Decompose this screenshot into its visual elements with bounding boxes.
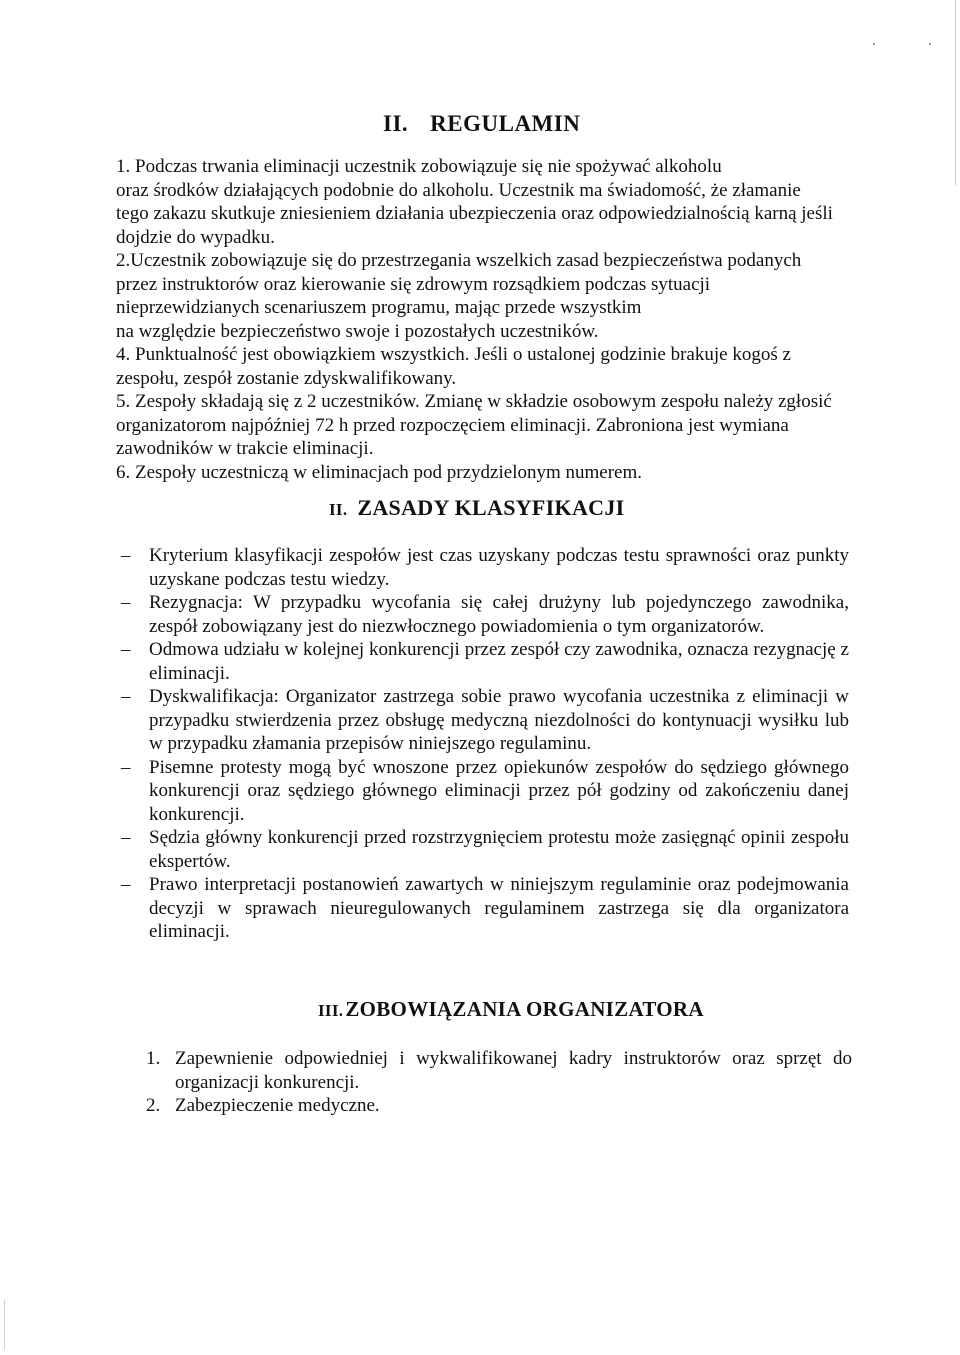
section-title: REGULAMIN (430, 111, 581, 136)
list-item (114, 873, 849, 944)
list-item (114, 826, 849, 873)
section-number: II. (329, 500, 348, 519)
dash-bullet: – (121, 756, 131, 778)
text-line: 1. Podczas trwania eliminacji uczestnik zobowiązuje się nie spożywać alkoholu (116, 156, 722, 177)
scan-speck (929, 43, 931, 45)
list-item-text: Odmowa udziału w kolejnej konkurencji przez zespół czy zawodnika, oznacza rezygnację z eliminacji. (149, 639, 849, 684)
dash-bullet: – (121, 827, 131, 848)
list-item (140, 1047, 852, 1094)
list-item (114, 756, 849, 827)
text-line: tego zakazu skutkuje zniesieniem działania ubezpieczenia oraz odpowiedzialnością karną jeśli (116, 203, 833, 224)
text-line: 6. Zespoły uczestniczą w eliminacjach pod przydzielonym numerem. (116, 461, 643, 483)
list-item (114, 685, 849, 756)
section-title: ZOBOWIĄZANIA ORGANIZATORA (345, 997, 704, 1021)
text-line: przez instruktorów oraz kierowanie się zdrowym rozsądkiem podczas sytuacji (116, 273, 711, 295)
text-line: nieprzewidzianych scenariuszem programu, mając przede wszystkim (116, 297, 642, 318)
zobowiazania-list (140, 1047, 852, 1118)
list-number: 1. (146, 1048, 161, 1069)
list-item-text: Pisemne protesty mogą być wnoszone przez opiekunów zespołów do sędziego głównego konkurencji oraz sędziego głównego eliminacji przez pół godziny od zakończeniu danej konkurencji. (149, 756, 849, 825)
text-line: zespołu, zespół zostanie zdyskwalifikowany. (116, 367, 457, 389)
section-heading-zobowiazania (318, 998, 704, 1023)
dash-bullet: – (121, 592, 131, 613)
list-item-text: Rezygnacja: W przypadku wycofania się całej drużyny lub pojedynczego zawodnika, zespół zobowiązany jest do niezwłocznego powiadomienia o tym organizatorów. (149, 592, 849, 637)
list-item (140, 1094, 852, 1118)
dash-bullet: – (121, 874, 131, 895)
text-line: dojdzie do wypadku. (116, 226, 275, 248)
regulamin-body (116, 155, 851, 484)
dash-bullet: – (121, 639, 131, 660)
text-line: 5. Zespoły składają się z 2 uczestników. Zmianę w składzie osobowym zespołu należy zgłosić (116, 391, 832, 412)
scan-speck (873, 43, 875, 45)
dash-bullet: – (121, 545, 131, 566)
scan-edge-line (955, 0, 956, 185)
text-line: zawodników w trakcie eliminacji. (116, 438, 374, 459)
text-line: 4. Punktualność jest obowiązkiem wszystkich. Jeśli o ustalonej godzinie brakuje kogoś z (116, 344, 791, 365)
section-heading-zasady (329, 496, 624, 522)
dash-bullet: – (121, 686, 131, 707)
list-item (114, 638, 849, 685)
list-item (114, 544, 849, 591)
text-line: organizatorom najpóźniej 72 h przed rozpoczęciem eliminacji. Zabroniona jest wymiana (116, 414, 789, 436)
list-item-text: Prawo interpretacji postanowień zawartych w niniejszym regulaminie oraz podejmowania decyzji w sprawach nieuregulowanych regulaminem zastrzega się dla organizatora eliminacji. (149, 874, 849, 942)
text-line: na względzie bezpieczeństwo swoje i pozostałych uczestników. (116, 320, 599, 342)
list-item-text: Zapewnienie odpowiedniej i wykwalifikowanej kadry instruktorów oraz sprzęt do organizacji konkurencji. (175, 1048, 852, 1093)
section-number: II. (383, 111, 409, 136)
list-item-text: Sędzia główny konkurencji przed rozstrzygnięciem protestu może zasięgnąć opinii zespołu ekspertów. (149, 827, 849, 872)
scan-edge-line (4, 1300, 5, 1350)
list-item-text: Zabezpieczenie medyczne. (175, 1095, 380, 1116)
list-number: 2. (146, 1095, 161, 1116)
list-item-text: Dyskwalifikacja: Organizator zastrzega sobie prawo wycofania uczestnika z eliminacji w przypadku stwierdzenia przez obsługę medyczną niezdolności do kontynuacji wysiłku lub w przypadku złamania przepisów niniejszego regulaminu. (149, 686, 849, 754)
section-number: III. (318, 1001, 344, 1020)
list-item (114, 591, 849, 638)
section-heading-regulamin (383, 112, 580, 136)
zasady-list (114, 544, 849, 944)
text-line: oraz środków działających podobnie do alkoholu. Uczestnik ma świadomość, że złamanie (116, 179, 801, 201)
text-line: 2.Uczestnik zobowiązuje się do przestrzegania wszelkich zasad bezpieczeństwa podanych (116, 250, 802, 271)
list-item-text: Kryterium klasyfikacji zespołów jest czas uzyskany podczas testu sprawności oraz punkty uzyskane podczas testu wiedzy. (149, 545, 849, 590)
section-title: ZASADY KLASYFIKACJI (357, 495, 625, 520)
